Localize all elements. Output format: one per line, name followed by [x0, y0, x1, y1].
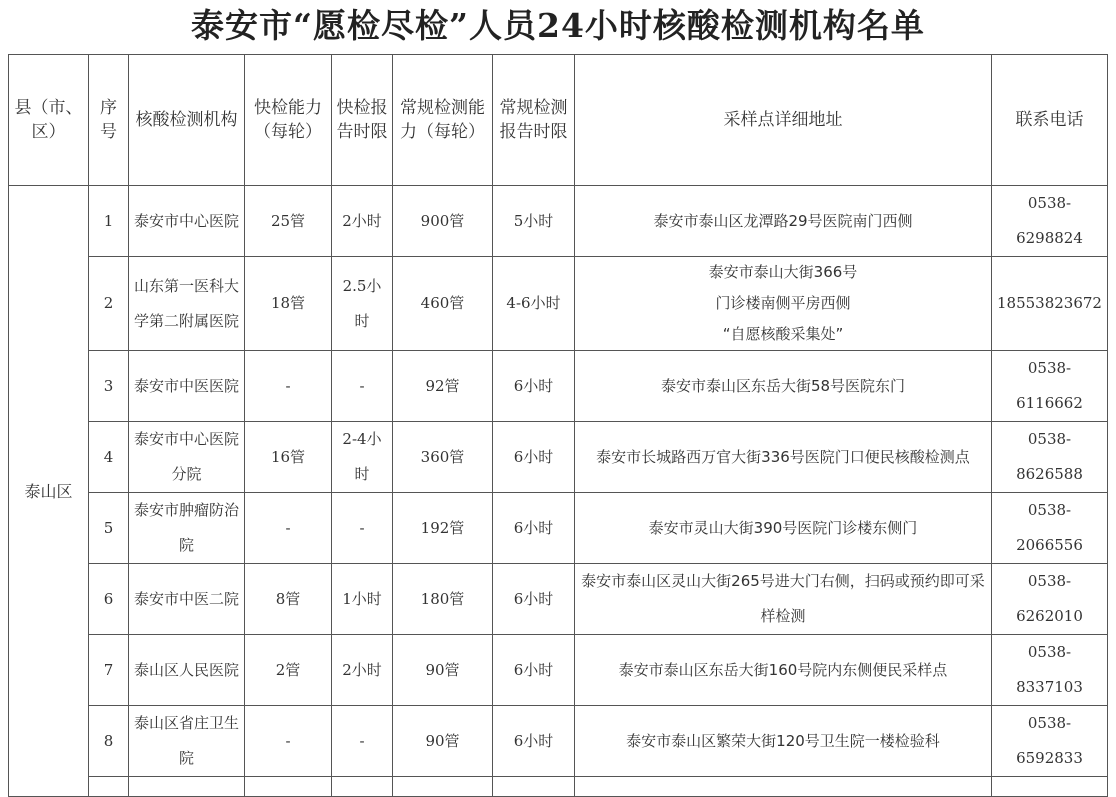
fast-time-cell: -: [332, 493, 393, 564]
empty-cell: [575, 777, 992, 797]
institution-cell: 山东第一医科大学第二附属医院: [129, 257, 245, 351]
address-line: 泰安市泰山大街366号: [708, 263, 858, 281]
empty-cell: [332, 777, 393, 797]
fast-time-cell: -: [332, 706, 393, 777]
regular-capacity-cell: 180管: [393, 564, 493, 635]
empty-cell: [89, 777, 129, 797]
table-row: [9, 422, 1108, 493]
seq-cell: 3: [89, 351, 129, 422]
header-fast-capacity: 快检能力（每轮）: [245, 55, 332, 186]
testing-institution-table: [8, 54, 1108, 797]
regular-capacity-cell: 192管: [393, 493, 493, 564]
regular-time-cell: 5小时: [493, 186, 575, 257]
fast-time-cell: 1小时: [332, 564, 393, 635]
fast-capacity-cell: 2管: [245, 635, 332, 706]
address-cell: [575, 257, 992, 351]
phone-cell: 0538-2066556: [992, 493, 1108, 564]
fast-capacity-cell: 8管: [245, 564, 332, 635]
fast-capacity-cell: 16管: [245, 422, 332, 493]
header-regular-time: 常规检测报告时限: [493, 55, 575, 186]
header-regular-capacity: 常规检测能力（每轮）: [393, 55, 493, 186]
institution-cell: 泰安市中心医院: [129, 186, 245, 257]
fast-time-cell: 2.5小时: [332, 257, 393, 351]
table-row-partial: [9, 777, 1108, 797]
empty-cell: [493, 777, 575, 797]
table-row: [9, 186, 1108, 257]
fast-time-cell: 2小时: [332, 186, 393, 257]
phone-cell: 0538-6298824: [992, 186, 1108, 257]
regular-capacity-cell: 90管: [393, 635, 493, 706]
header-phone: 联系电话: [992, 55, 1108, 186]
institution-cell: 泰安市中医医院: [129, 351, 245, 422]
address-line: 门诊楼南侧平房西侧: [715, 294, 851, 312]
table-row: [9, 706, 1108, 777]
regular-capacity-cell: 900管: [393, 186, 493, 257]
seq-cell: 8: [89, 706, 129, 777]
seq-cell: 7: [89, 635, 129, 706]
fast-time-cell: -: [332, 351, 393, 422]
address-cell: 泰安市泰山区龙潭路29号医院南门西侧: [575, 186, 992, 257]
empty-cell: [992, 777, 1108, 797]
phone-cell: 0538-8626588: [992, 422, 1108, 493]
header-county: 县（市、区）: [9, 55, 89, 186]
seq-cell: 2: [89, 257, 129, 351]
header-seq: 序号: [89, 55, 129, 186]
fast-capacity-cell: -: [245, 706, 332, 777]
regular-time-cell: 6小时: [493, 564, 575, 635]
regular-capacity-cell: 92管: [393, 351, 493, 422]
address-cell: 泰安市泰山区东岳大街58号医院东门: [575, 351, 992, 422]
seq-cell: 4: [89, 422, 129, 493]
seq-cell: 5: [89, 493, 129, 564]
institution-cell: 泰山区省庄卫生院: [129, 706, 245, 777]
header-row: [9, 55, 1108, 186]
table-row: [9, 351, 1108, 422]
seq-cell: 1: [89, 186, 129, 257]
fast-capacity-cell: -: [245, 351, 332, 422]
phone-cell: 0538-8337103: [992, 635, 1108, 706]
regular-time-cell: 6小时: [493, 635, 575, 706]
page-title: 泰安市“愿检尽检”人员24小时核酸检测机构名单: [191, 6, 925, 45]
address-cell: 泰安市泰山区繁荣大街120号卫生院一楼检验科: [575, 706, 992, 777]
address-cell: 泰安市泰山区灵山大街265号进大门右侧，扫码或预约即可采样检测: [575, 564, 992, 635]
address-line: “自愿核酸采集处”: [722, 325, 844, 343]
fast-time-cell: 2-4小时: [332, 422, 393, 493]
institution-cell: 泰安市中心医院分院: [129, 422, 245, 493]
address-cell: 泰安市长城路西万官大街336号医院门口便民核酸检测点: [575, 422, 992, 493]
regular-time-cell: 4-6小时: [493, 257, 575, 351]
regular-time-cell: 6小时: [493, 493, 575, 564]
address-cell: 泰安市泰山区东岳大街160号院内东侧便民采样点: [575, 635, 992, 706]
institution-cell: 泰安市肿瘤防治院: [129, 493, 245, 564]
phone-cell: 18553823672: [992, 257, 1108, 351]
regular-capacity-cell: 360管: [393, 422, 493, 493]
header-institution: 核酸检测机构: [129, 55, 245, 186]
empty-cell: [245, 777, 332, 797]
table-row: [9, 493, 1108, 564]
regular-time-cell: 6小时: [493, 351, 575, 422]
phone-cell: 0538-6116662: [992, 351, 1108, 422]
fast-time-cell: 2小时: [332, 635, 393, 706]
county-cell: 泰山区: [9, 186, 89, 797]
header-fast-time: 快检报告时限: [332, 55, 393, 186]
seq-cell: 6: [89, 564, 129, 635]
empty-cell: [393, 777, 493, 797]
regular-capacity-cell: 460管: [393, 257, 493, 351]
phone-cell: 0538-6592833: [992, 706, 1108, 777]
header-address: 采样点详细地址: [575, 55, 992, 186]
table-row: [9, 564, 1108, 635]
fast-capacity-cell: -: [245, 493, 332, 564]
regular-time-cell: 6小时: [493, 706, 575, 777]
institution-cell: 泰安市中医二院: [129, 564, 245, 635]
fast-capacity-cell: 18管: [245, 257, 332, 351]
table-row: [9, 635, 1108, 706]
address-cell: 泰安市灵山大街390号医院门诊楼东侧门: [575, 493, 992, 564]
table-row: [9, 257, 1108, 351]
regular-time-cell: 6小时: [493, 422, 575, 493]
empty-cell: [129, 777, 245, 797]
phone-cell: 0538-6262010: [992, 564, 1108, 635]
institution-cell: 泰山区人民医院: [129, 635, 245, 706]
regular-capacity-cell: 90管: [393, 706, 493, 777]
fast-capacity-cell: 25管: [245, 186, 332, 257]
